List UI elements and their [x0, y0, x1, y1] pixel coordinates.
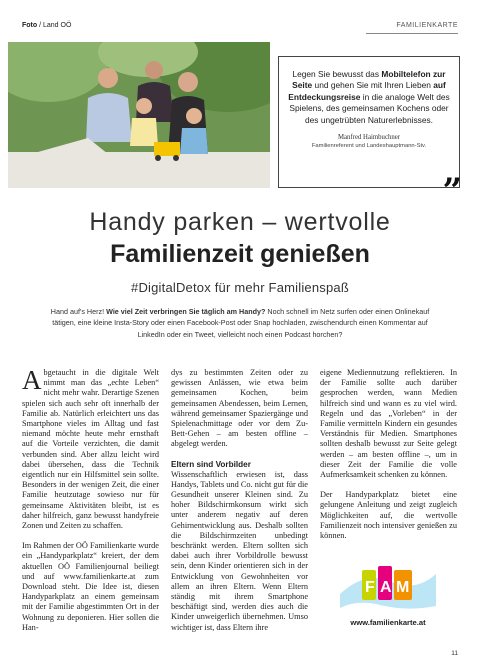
family-photo [8, 42, 270, 188]
quote-mark-icon: ” [442, 171, 462, 211]
familienkarte-logo-icon [336, 560, 440, 612]
pull-quote [278, 56, 460, 188]
photo-credit [22, 22, 71, 29]
article-column-3 [320, 368, 457, 551]
article-column-1 [22, 365, 159, 643]
article-subheading: Eltern sind Vorbilder [171, 459, 251, 469]
family-photo-illustration [8, 42, 270, 188]
headline-line2: Familienzeit genießen [110, 240, 370, 268]
page-header [22, 22, 458, 34]
familienkarte-logo [336, 560, 440, 612]
pull-quote-role: Familienreferent und Landeshauptmann-Stv. [311, 143, 427, 150]
pull-quote-text: Legen Sie bewusst das Mobiltelefon zur Seite und gehen Sie mit Ihren Lieben auf Entdeckungsreise in die analoge Welt des Spielens, des gemeinsamen Kochens oder des ungetrübten Naturerlebnisses. [288, 69, 450, 125]
article-paragraph: Wissenschaftlich erwiesen ist, dass Handys, Tablets und Co. nicht gut für die Gesundheit unserer Kleinen sind. Zu hoher Bildschirmkonsum wirkt sich unter anderem negativ auf deren Gehirnentwicklung aus. Deshalb sollten die Bildschirmzeiten unbedingt beschränkt werden. Eltern sollten sich dabei auch ihrer Vorbildrolle bewusst sein, denn Kinder orientieren sich in der Entwicklung von Gewohnheiten vor allem an ihren Eltern. Wenn Eltern ständig mit ihrem Smartphone beschäftigt sind, werden dies auch die Kinder unweigerlich übernehmen. Umso wichtiger ist, dass Eltern ihre [171, 469, 308, 632]
headline-subtitle: #DigitalDetox für mehr Familienspaß [131, 280, 349, 295]
page-number: 11 [451, 650, 458, 657]
section-label: FAMILIENKARTE [396, 22, 458, 29]
article-paragraph: Der Handyparkplatz bietet eine gelungene Anleitung und zeigt zugleich Möglichkeiten auf, die wertvolle Familienzeit noch intensiver genießen zu können. [320, 490, 457, 541]
photo-credit-source: / Land OÖ [37, 22, 72, 29]
article-column-2 [171, 368, 308, 643]
article-paragraph: eigene Mediennutzung reflektieren. In der Familie sollte auch darüber gesprochen werden, wann Medien hilfreich sind und wann es zu viel wird. Regeln und das „Vorleben“ in der Familie vermitteln Kindern ein gesundes Verständnis für Medien. Smartphones sollten deshalb bewusst zur Seite gelegt werden – am besten offline –, um in dieser Zeit der Familie die volle Aufmerksamkeit schenken zu können. [320, 368, 457, 480]
photo-credit-label: Foto [22, 22, 38, 29]
pull-quote-author: Manfred Haimbuchner [337, 134, 401, 142]
section-rule [366, 33, 458, 34]
svg-text:F: F [365, 579, 375, 596]
familienkarte-url[interactable]: www.familienkarte.at [350, 618, 426, 627]
article-intro: Hand auf's Herz! Wie viel Zeit verbringen Sie täglich am Handy? Noch schnell im Netz surfen oder einen Onlinekauf tätigen, eine kleine Insta-Story oder einen Facebook-Post oder Snap hochladen, zwischendurch einen Kommentar auf LinkedIn oder ein Tweet, vielleicht noch einen Podcast horchen? [50, 307, 430, 339]
svg-text:A: A [380, 579, 392, 596]
article-paragraph: dys zu bestimmten Zeiten oder zu gewissen Anlässen, wie etwa beim gemeinsamen Kochen, beim gemeinsamen Abendessen, beim Lernen, während gemeinsamer Spaziergänge und Spielenachmittage oder vor dem Zu-Bett-Gehen – am besten offline – abgelegt werden. [171, 368, 308, 449]
svg-text:M: M [396, 579, 410, 596]
article-paragraph [22, 365, 159, 531]
article-paragraph: Im Rahmen der OÖ Familienkarte wurde ein „Handyparkplatz“ kreiert, der dem aktuellen OÖ Familienjournal beiliegt und auf www.familienkarte.at zum Download steht. Die Idee ist, diesen Handyparkplatz an einem gemeinsam mit der Familie abgestimmten Ort in der Wohnung zu deponieren. Hier sollen die Han- [22, 541, 159, 632]
drop-cap: A [22, 365, 42, 395]
headline-line1: Handy parken – wertvolle [89, 208, 391, 236]
article-text: bgetaucht in die digitale Welt nimmt man das „echte Leben“ nicht mehr wahr. Derartige Szenen spielen sich auch sehr oft innerhalb der Familie ab. Natürlich erleichtert uns das Smartphone vieles im Alltag und fast niemand möchte heute mehr ernsthaft auf die Vorteile verzichten, die damit verbunden sind. Aber allzu leicht wird dabei übersehen, dass die Technik eigentlich nur ein Hilfsmittel sein sollte. Besonders in der wenigen Zeit, die einer Familie heutzutage sowieso nur für gemeinsame Aktivitäten bleibt, ist es daher hilfreich, ganz bewusst handyfreie Zonen und Zeiten zu schaffen. [22, 368, 159, 531]
